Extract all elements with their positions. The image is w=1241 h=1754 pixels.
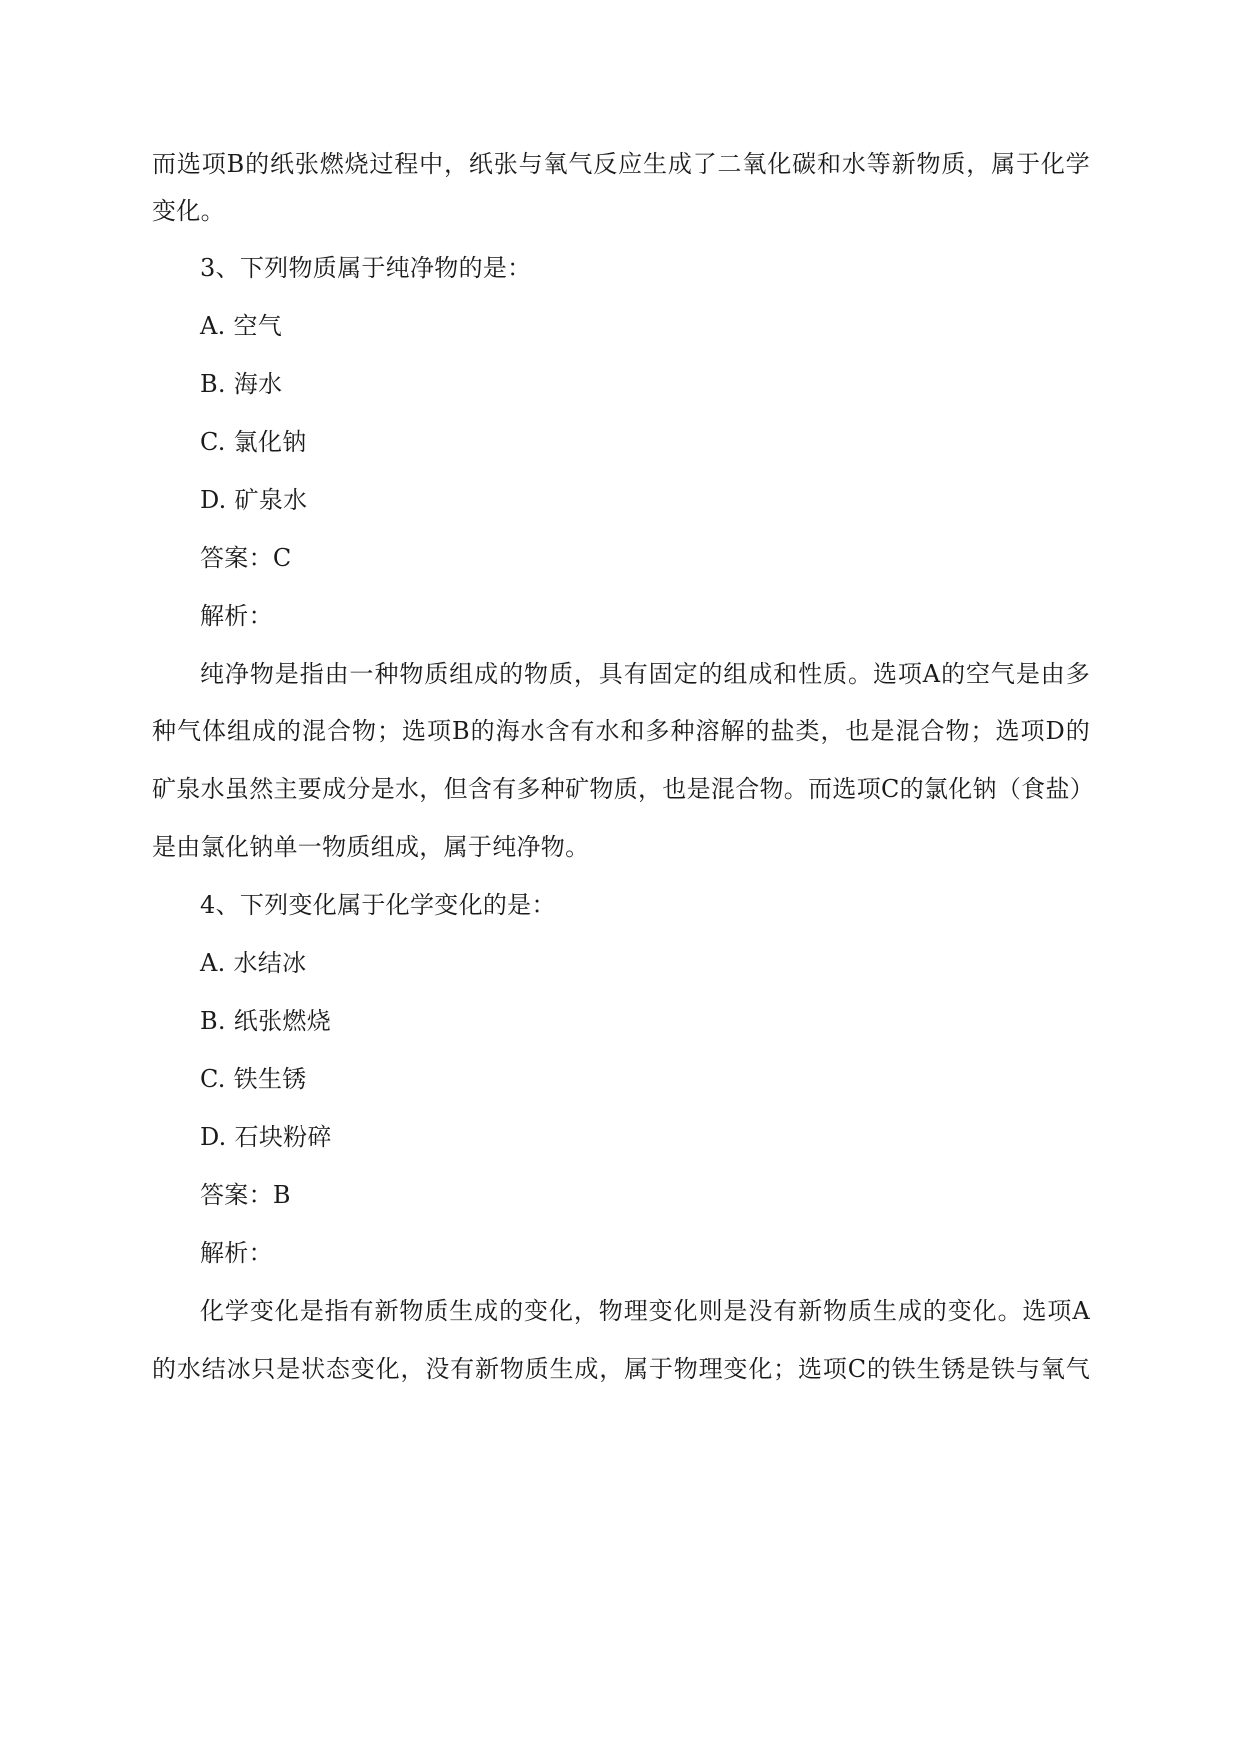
question-3-analysis-line-3: 矿泉水虽然主要成分是水，但含有多种矿物质，也是混合物。而选项C的氯化钠（食盐） <box>152 775 1095 803</box>
question-4-option-c: C. 铁生锈 <box>200 1065 307 1093</box>
question-3-option-c: C. 氯化钠 <box>200 428 307 456</box>
question-4-option-a: A. 水结冰 <box>200 949 307 977</box>
question-4-option-b: B. 纸张燃烧 <box>200 1007 331 1035</box>
question-3-analysis-line-4: 是由氯化钠单一物质组成，属于纯净物。 <box>152 833 590 861</box>
question-3-option-b: B. 海水 <box>200 370 283 398</box>
question-3-option-a: A. 空气 <box>200 312 283 340</box>
question-3-analysis-line-2: 种气体组成的混合物；选项B的海水含有水和多种溶解的盐类，也是混合物；选项D的 <box>152 717 1090 745</box>
question-4-answer: 答案：B <box>200 1181 291 1209</box>
question-4-analysis-label: 解析： <box>200 1239 273 1267</box>
question-3-analysis-label: 解析： <box>200 602 273 630</box>
question-3-option-d: D. 矿泉水 <box>200 486 308 514</box>
intro-line-2: 变化。 <box>152 197 225 225</box>
question-3-analysis-line-1: 纯净物是指由一种物质组成的物质，具有固定的组成和性质。选项A的空气是由多 <box>200 660 1090 688</box>
question-3-answer: 答案：C <box>200 544 292 572</box>
question-4-stem: 4、下列变化属于化学变化的是： <box>200 891 556 919</box>
question-3-stem: 3、下列物质属于纯净物的是： <box>200 254 532 282</box>
intro-line-1: 而选项B的纸张燃烧过程中，纸张与氧气反应生成了二氧化碳和水等新物质，属于化学 <box>152 150 1090 178</box>
question-4-option-d: D. 石块粉碎 <box>200 1123 332 1151</box>
question-4-analysis-line-1: 化学变化是指有新物质生成的变化，物理变化则是没有新物质生成的变化。选项A <box>200 1297 1090 1325</box>
question-4-analysis-line-2: 的水结冰只是状态变化，没有新物质生成，属于物理变化；选项C的铁生锈是铁与氧气 <box>152 1355 1090 1383</box>
